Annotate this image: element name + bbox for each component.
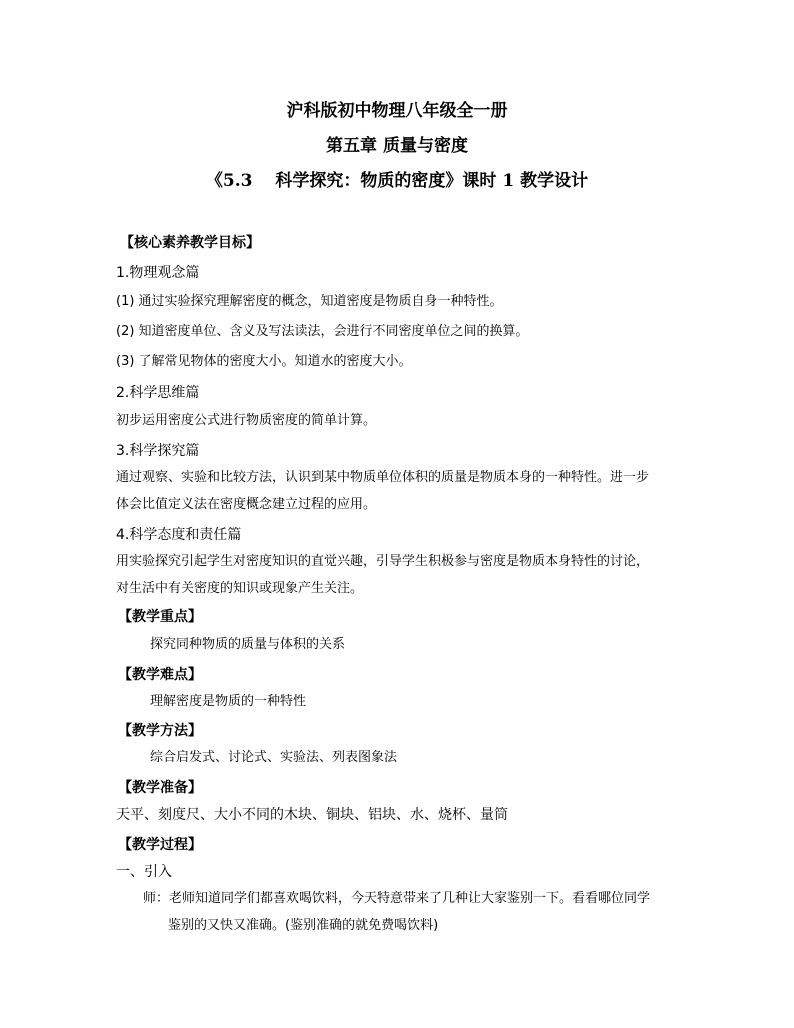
scientific-inquiry-text: 通过观察、实验和比较方法，认识到某中物质单位体积的质量是物质本身的一种特性。进一步 xyxy=(116,470,650,485)
scientific-thinking-heading: 2.科学思维篇 xyxy=(116,385,200,401)
doc-title-line2: 第五章 质量与密度 xyxy=(326,136,468,156)
physics-concept-heading: 1.物理观念篇 xyxy=(116,265,200,281)
physics-concept-item: (1) 通过实验探究理解密度的概念，知道密度是物质自身一种特性。 xyxy=(116,294,503,309)
section-key-point-heading: 【教学重点】 xyxy=(118,609,202,625)
method-text: 综合启发式、讨论式、实验法、列表图象法 xyxy=(150,750,398,765)
section-method-heading: 【教学方法】 xyxy=(118,723,202,739)
attitude-text: 用实验探究引起学生对密度知识的直觉兴趣，引导学生积极参与密度是物质本身特性的讨论， xyxy=(116,554,650,569)
preparation-text: 天平、刻度尺、大小不同的木块、铜块、铝块、水、烧杯、量筒 xyxy=(116,807,508,823)
teacher-dialogue-line: 师：老师知道同学们都喜欢喝饮料，今天特意带来了几种让大家鉴别一下。看看哪位同学 xyxy=(143,891,651,906)
scientific-inquiry-heading: 3.科学探究篇 xyxy=(116,443,200,459)
key-point-text: 探究同种物质的质量与体积的关系 xyxy=(150,637,346,652)
attitude-heading: 4.科学态度和责任篇 xyxy=(116,527,242,543)
difficulty-text: 理解密度是物质的一种特性 xyxy=(150,694,307,709)
section-core-goals-heading: 【核心素养教学目标】 xyxy=(120,235,260,251)
process-part-heading: 一、引入 xyxy=(116,864,172,880)
teacher-dialogue-line: 鉴别的又快又准确。(鉴别准确的就免费喝饮料) xyxy=(168,918,439,933)
doc-title-line3: 《5.3 科学探究：物质的密度》课时 1 教学设计 xyxy=(205,171,589,191)
section-process-heading: 【教学过程】 xyxy=(118,837,202,853)
physics-concept-item: (3) 了解常见物体的密度大小。知道水的密度大小。 xyxy=(116,354,412,369)
doc-title-line1: 沪科版初中物理八年级全一册 xyxy=(286,101,508,121)
section-difficulty-heading: 【教学难点】 xyxy=(118,667,202,683)
scientific-inquiry-text: 体会比值定义法在密度概念建立过程的应用。 xyxy=(116,497,377,512)
physics-concept-item: (2) 知道密度单位、含义及写法读法，会进行不同密度单位之间的换算。 xyxy=(116,324,529,339)
attitude-text: 对生活中有关密度的知识或现象产生关注。 xyxy=(116,581,364,596)
scientific-thinking-text: 初步运用密度公式进行物质密度的简单计算。 xyxy=(116,413,377,428)
section-preparation-heading: 【教学准备】 xyxy=(118,780,202,796)
